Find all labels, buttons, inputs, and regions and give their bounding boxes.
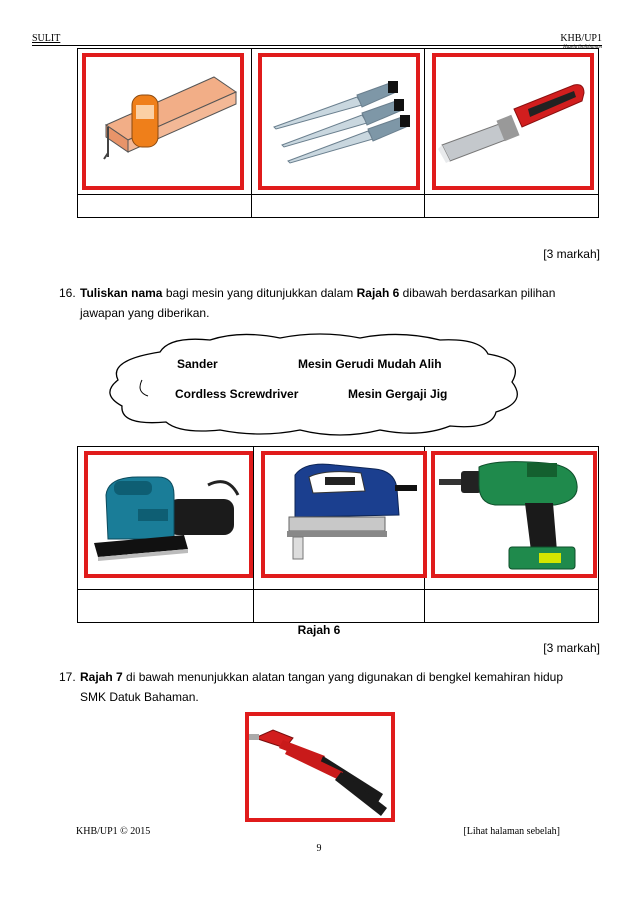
question-bold-lead: Tuliskan nama	[80, 286, 163, 300]
question-text	[80, 667, 563, 687]
question-text	[80, 283, 600, 303]
option-mesin-gerudi: Mesin Gerudi Mudah Alih	[298, 357, 442, 371]
header-right: KHB/UP1	[560, 33, 602, 44]
option-sander: Sander	[177, 357, 218, 371]
question-text-part: bagi mesin yang ditunjukkan dalam	[162, 286, 357, 300]
marks-label: [3 markah]	[543, 247, 600, 261]
answer-cell[interactable]	[78, 590, 254, 623]
marking-gauge-icon	[86, 57, 240, 186]
awl-set-icon	[262, 57, 416, 186]
page-number: 9	[316, 843, 322, 854]
jigsaw-icon	[265, 455, 423, 574]
footer-right: [Lihat halaman sebelah]	[463, 826, 560, 837]
header-divider	[32, 45, 602, 46]
wood-chisel-icon	[436, 57, 590, 186]
header-left: SULIT	[32, 33, 61, 44]
figure-caption: Rajah 6	[297, 623, 341, 637]
rivet-gun-icon	[249, 716, 391, 818]
footer-left: KHB/UP1 © 2015	[76, 826, 151, 837]
option-cordless-screwdriver: Cordless Screwdriver	[175, 387, 299, 401]
answer-options-cloud	[100, 330, 530, 440]
cordless-drill-icon	[435, 455, 593, 574]
marks-label: [3 markah]	[543, 641, 600, 655]
question-text-line2: SMK Datuk Bahaman.	[80, 690, 199, 704]
question-number: 16.	[59, 286, 76, 300]
header-subtitle: Hazeltribofobamon	[563, 45, 602, 50]
figure-ref: Rajah 7	[80, 670, 123, 684]
figure-ref: Rajah 6	[356, 286, 400, 300]
question-text-line2: jawapan yang diberikan.	[80, 306, 210, 320]
question-number: 17.	[59, 670, 76, 684]
answer-cell[interactable]	[78, 195, 252, 218]
orbital-sander-icon	[88, 455, 249, 574]
question-text-part: di bawah menunjukkan alatan tangan yang digunakan di bengkel kemahiran hidup	[122, 670, 564, 684]
answer-cell[interactable]	[425, 195, 599, 218]
answer-cell[interactable]	[253, 590, 425, 623]
option-mesin-gergaji-jig: Mesin Gergaji Jig	[348, 387, 448, 401]
question-text-part: dibawah berdasarkan pilihan	[399, 286, 556, 300]
answer-cell[interactable]	[251, 195, 425, 218]
answer-cell[interactable]	[425, 590, 599, 623]
